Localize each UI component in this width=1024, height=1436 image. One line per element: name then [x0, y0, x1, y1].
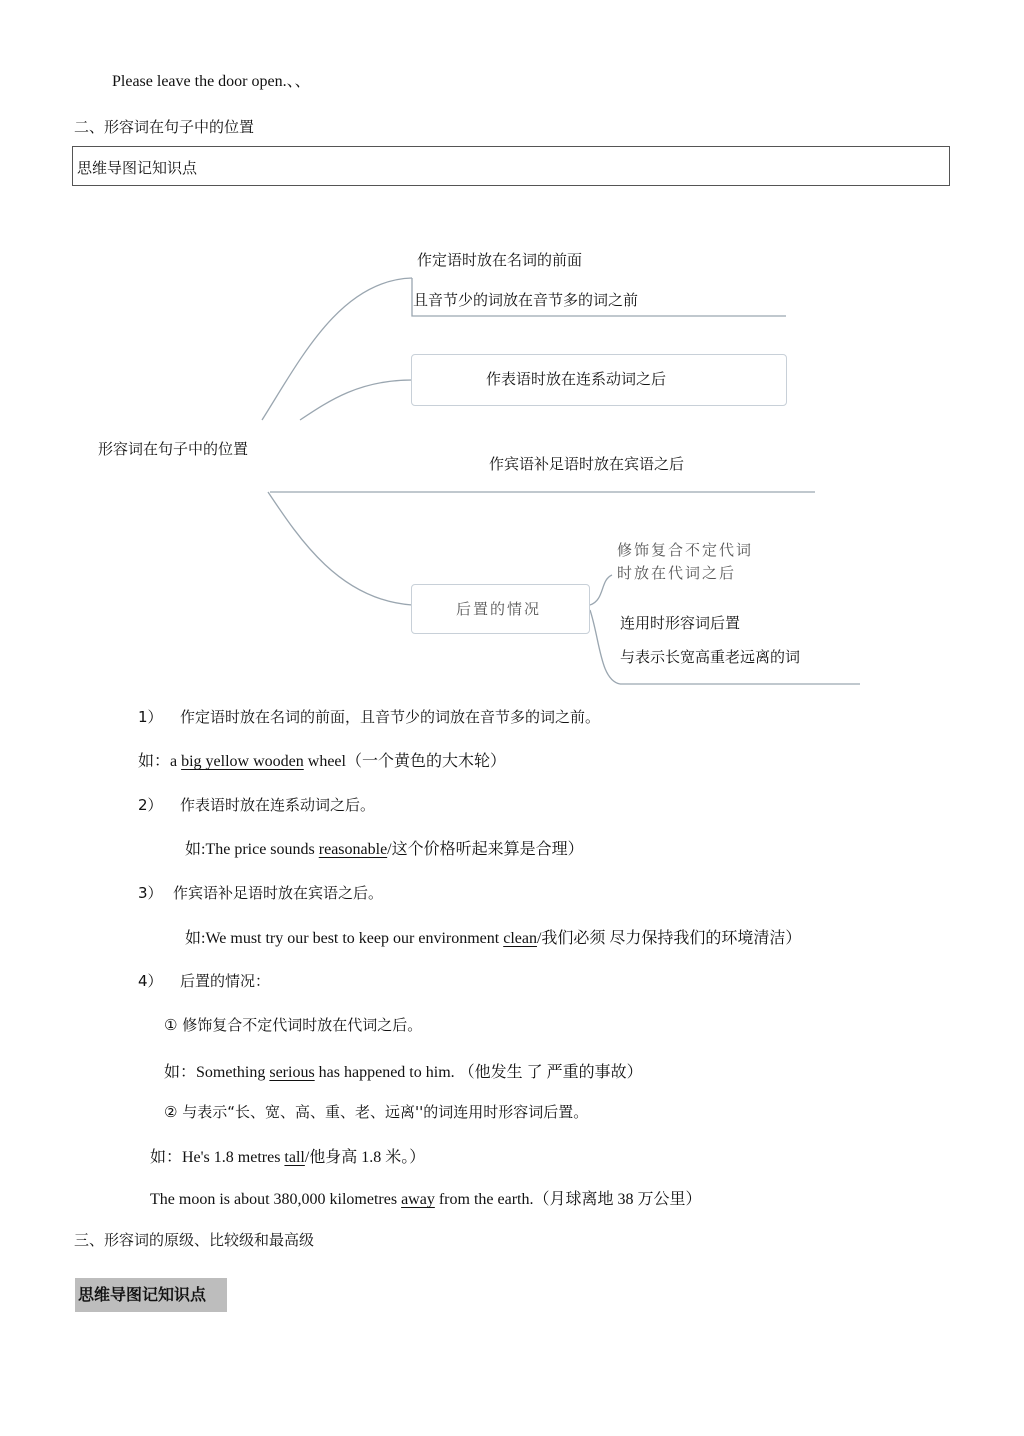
- intro-example: Please leave the door open.、、: [112, 73, 311, 90]
- rule-4-number: 4）: [138, 972, 163, 990]
- section-3-label-box: [75, 1278, 227, 1312]
- mindmap-sub-1-line-2: 时放在代词之后: [617, 564, 737, 582]
- mindmap-branch-2-node: [411, 354, 787, 406]
- rule-3-example-prefix: 如:We must try our best to keep our environment: [185, 930, 504, 947]
- mindmap-label: 思维导图记知识点: [77, 159, 198, 177]
- mindmap-sub-2-line-2: 与表示长宽高重老远离的词: [620, 648, 801, 666]
- sub-rule-2-example-1-prefix: 如：He's 1.8 metres: [150, 1149, 285, 1166]
- rule-1-example: [138, 748, 506, 771]
- section-3-heading: 三、形容词的原级、比较级和最高级: [74, 1231, 315, 1249]
- rule-1-example-prefix: 如：a: [138, 753, 182, 770]
- rule-4-text: 后置的情况：: [180, 972, 271, 990]
- sub-rule-2-example-1: [150, 1144, 425, 1167]
- sub-rule-2-example-2-underlined: away: [401, 1191, 435, 1208]
- mindmap-sub-2-line-1: 连用时形容词后置: [620, 614, 741, 632]
- sub-rule-1-example-prefix: 如：Something: [164, 1064, 270, 1081]
- mindmap-branch-1-line-1: 作定语时放在名词的前面: [417, 251, 583, 269]
- sub-rule-2-example-2-suffix: from the earth.（月球离地 38 万公里）: [434, 1191, 702, 1208]
- rule-2-example: [185, 836, 584, 859]
- rule-1-text: 作定语时放在名词的前面，且音节少的词放在音节多的词之前。: [180, 708, 601, 726]
- mindmap-branch-3-label: 作宾语补足语时放在宾语之后: [489, 455, 685, 473]
- rule-2-number: 2）: [138, 796, 163, 814]
- rule-3-number: 3）: [138, 884, 163, 902]
- mindmap-branch-4-label: 后置的情况: [456, 600, 542, 618]
- rule-3-example: [185, 925, 801, 948]
- rule-3-example-suffix: /我们必须 尽力保持我们的环境清洁）: [536, 930, 802, 947]
- rule-2-text: 作表语时放在连系动词之后。: [180, 796, 376, 814]
- sub-rule-2-example-2-prefix: The moon is about 380,000 kilometres: [150, 1191, 402, 1208]
- mindmap-branch-2-label: 作表语时放在连系动词之后: [486, 370, 667, 388]
- sub-rule-2-example-1-suffix: /他身高 1.8 米。）: [304, 1149, 426, 1166]
- rule-2-example-prefix: 如:The price sounds: [185, 841, 319, 858]
- rule-3-text: 作宾语补足语时放在宾语之后。: [173, 884, 384, 902]
- rule-2-example-underlined: reasonable: [318, 841, 388, 858]
- mindmap-branch-4-node: [411, 584, 590, 634]
- mindmap-sub-1-line-1: 修饰复合不定代词: [617, 541, 754, 559]
- mindmap-root: 形容词在句子中的位置: [98, 440, 249, 458]
- sub-rule-1-example-suffix: has happened to him. （他发生 了 严重的事故）: [314, 1064, 643, 1081]
- sub-rule-2: ② 与表示“长、宽、高、重、老、远离''的词连用时形容词后置。: [164, 1103, 589, 1121]
- sub-rule-1-example: [164, 1059, 643, 1082]
- rule-1-example-suffix: wheel（一个黄色的大木轮）: [303, 753, 506, 770]
- rule-1-example-underlined: big yellow wooden: [181, 753, 304, 770]
- rule-1-number: 1）: [138, 708, 163, 726]
- sub-rule-2-example-2: [150, 1186, 701, 1209]
- rule-2-example-suffix: /这个价格听起来算是合理）: [387, 841, 584, 858]
- section-2-heading: 二、形容词在句子中的位置: [74, 118, 255, 136]
- mindmap-branch-1-line-2: 且音节少的词放在音节多的词之前: [413, 291, 639, 309]
- section-3-label: 思维导图记知识点: [78, 1285, 207, 1304]
- sub-rule-1-example-underlined: serious: [269, 1064, 315, 1081]
- rule-3-example-underlined: clean: [503, 930, 537, 947]
- sub-rule-2-example-1-underlined: tall: [284, 1149, 305, 1166]
- sub-rule-1: ① 修饰复合不定代词时放在代词之后。: [164, 1016, 423, 1034]
